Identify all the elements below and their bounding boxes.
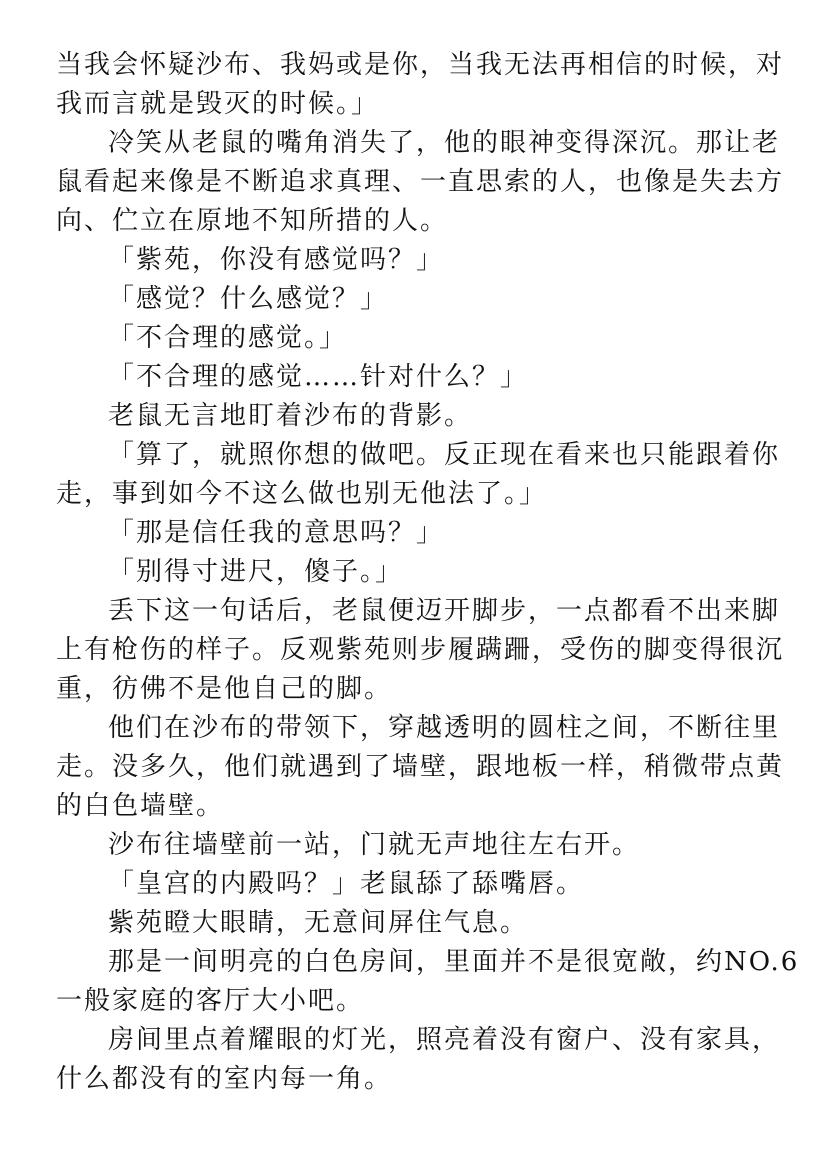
text-line: 的白色墙壁。	[56, 791, 225, 821]
text-line: 冷笑从老鼠的嘴角消失了，他的眼神变得深沉。那让老	[108, 128, 781, 158]
text-line: 「别得寸进尺，傻子。」	[108, 557, 404, 587]
text-line: 上有枪伤的样子。反观紫苑则步履蹒跚，受伤的脚变得很沉	[56, 635, 785, 665]
text-line: 房间里点着耀眼的灯光，照亮着没有窗户、没有家具，	[108, 1025, 781, 1055]
text-line: 「算了，就照你想的做吧。反正现在看来也只能跟着你	[108, 440, 781, 470]
text-line: 向、伫立在原地不知所措的人。	[56, 206, 449, 236]
text-line: 「不合理的感觉……针对什么？」	[108, 362, 529, 392]
text-line: 他们在沙布的带领下，穿越透明的圆柱之间，不断往里	[108, 713, 781, 743]
text-line: 「紫苑，你没有感觉吗？」	[108, 245, 445, 275]
text-line: 重，彷佛不是他自己的脚。	[56, 674, 393, 704]
text-line: 「不合理的感觉。」	[108, 323, 348, 353]
text-line: 走。没多久，他们就遇到了墙壁，跟地板一样，稍微带点黄	[56, 752, 785, 782]
text-line: 沙布往墙壁前一站，门就无声地往左右开。	[108, 830, 641, 860]
text-line: 鼠看起来像是不断追求真理、一直思索的人，也像是失去方	[56, 167, 785, 197]
document-body	[56, 46, 800, 1099]
text-line: 「感觉？什么感觉？」	[108, 284, 389, 314]
text-line: 紫苑瞪大眼睛，无意间屏住气息。	[108, 908, 529, 938]
text-line: 一般家庭的客厅大小吧。	[56, 986, 365, 1016]
text-line: 什么都没有的室内每一角。	[56, 1064, 393, 1094]
text-line: 那是一间明亮的白色房间，里面并不是很宽敞，约NO.6	[108, 947, 800, 977]
text-line: 走，事到如今不这么做也别无他法了。」	[56, 479, 548, 509]
text-line: 「皇宫的内殿吗？」老鼠舔了舔嘴唇。	[108, 869, 585, 899]
text-line: 丢下这一句话后，老鼠便迈开脚步，一点都看不出来脚	[108, 596, 781, 626]
text-line: 当我会怀疑沙布、我妈或是你，当我无法再相信的时候，对	[56, 50, 785, 80]
text-line: 「那是信任我的意思吗？」	[108, 518, 445, 548]
text-line: 我而言就是毁灭的时候。」	[56, 89, 380, 119]
text-line: 老鼠无言地盯着沙布的背影。	[108, 401, 473, 431]
